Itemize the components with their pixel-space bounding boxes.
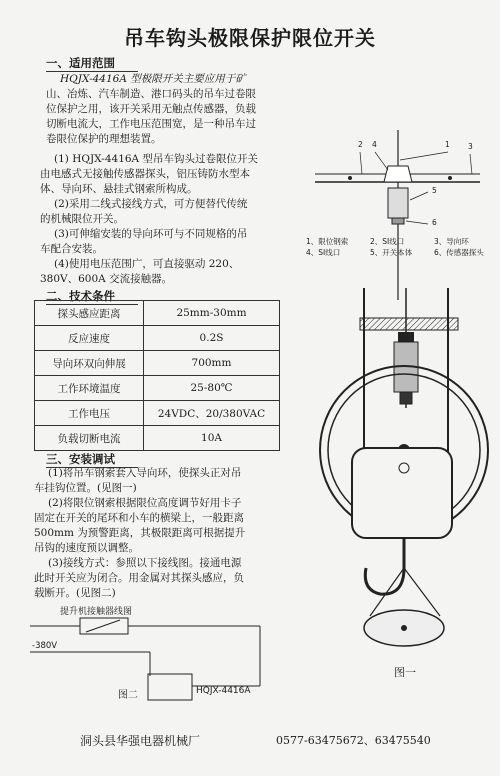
footer-phone: 0577-63475672、63475540 (276, 734, 431, 747)
table-row (35, 351, 280, 376)
install-line: 固定在开关的尾环和小车的横梁上，一般距离 (34, 512, 244, 524)
intro-paragraph (46, 72, 282, 147)
callout-5: 5 (432, 186, 437, 195)
scope-line: 由电感式无接触传感器探头，铝压铸防水型本 (40, 168, 250, 180)
spec-param: 反应速度 (35, 326, 144, 351)
install-line: (2)将限位钢索根据限位高度调节好用卡子 (48, 497, 242, 509)
footer-company: 洞头县华强电器机械厂 (80, 734, 201, 748)
spec-value: 25-80℃ (144, 376, 280, 401)
voltage-label: -380V (32, 641, 58, 651)
scope-line: 车配合安装。 (40, 243, 103, 255)
figure2-title: 提升机接触器线图 (60, 607, 133, 617)
legend-item: 6、传感器探头 (434, 248, 484, 257)
scope-line: 体、导向环、悬挂式钢索所构成。 (40, 183, 198, 195)
figure2-caption: 图二 (118, 690, 138, 701)
section-heading-install: 三、安装调试 (46, 451, 138, 468)
spec-value: 700mm (144, 351, 280, 376)
scope-line: (4)使用电压范围广，可直接驱动 220、 (54, 258, 240, 270)
callout-3: 3 (468, 142, 473, 151)
spec-table (34, 300, 280, 451)
intro-line: 山、冶炼、汽车制造、港口码头的吊车过卷限 (46, 88, 256, 100)
scope-line: 380V、600A 交流接触器。 (40, 273, 173, 285)
spec-param: 探头感应距离 (35, 301, 144, 326)
spec-value: 24VDC、20/380VAC (144, 401, 280, 426)
intro-line: 切断电流大，工作电压范围宽，是一种吊车过 (46, 118, 256, 130)
scope-line: (3)可伸缩安装的导向环可与不同规格的吊 (54, 228, 248, 240)
install-line: (1)将吊车钢索套入导向环，使探头正对吊 (48, 467, 242, 479)
spec-value: 25mm-30mm (144, 301, 280, 326)
legend-item: 5、开关本体 (370, 248, 413, 257)
spec-param: 负载切断电流 (35, 426, 144, 451)
spec-value: 10A (144, 426, 280, 451)
figure1-caption: 图一 (394, 666, 416, 679)
install-line: 吊钩的速度预以调整。 (34, 542, 139, 554)
legend-item: 2、SI线口 (370, 237, 405, 246)
section-heading-specs: 二、技术条件 (46, 288, 138, 305)
intro-line: 位保护之用，该开关采用无触点传感器，负载 (46, 103, 256, 115)
install-line: (3)接线方式：参照以下接线图。接通电源 (48, 557, 242, 569)
scope-line: (1) HQJX-4416A 型吊车钩头过卷限位开关 (54, 153, 258, 165)
install-line: 500mm 为预警距离，其极限距离可根据提升 (34, 527, 246, 539)
table-row (35, 301, 280, 326)
intro-line: HQJX-4416A 型极限开关主要应用于矿 (60, 73, 246, 85)
callout-4: 4 (372, 140, 377, 149)
hook-diagram (300, 268, 500, 688)
section-heading-scope: 一、适用范围 (46, 55, 138, 72)
spec-param: 工作电压 (35, 401, 144, 426)
callout-1: 1 (445, 140, 450, 149)
intro-line: 卷限位保护的理想装置。 (46, 133, 162, 145)
scope-line: 的机械限位开关。 (40, 213, 124, 225)
install-line: 此时开关应为闭合。用金属对其探头感应，负 (34, 572, 244, 584)
legend-item: 3、导向环 (434, 237, 469, 246)
table-row (35, 326, 280, 351)
page-title: 吊车钩头极限保护限位开关 (124, 26, 376, 50)
scope-line: (2)采用二线式接线方式，可方便替代传统 (54, 198, 248, 210)
spec-value: 0.2S (144, 326, 280, 351)
model-label: HQJX-4416A (196, 686, 251, 696)
legend-item: 4、SI线口 (306, 248, 341, 257)
callout-2: 2 (358, 140, 363, 149)
install-line: 车挂钩位置。(见图一) (34, 482, 137, 494)
schematic-legend (306, 236, 496, 258)
install-line: 载断开。(见图二) (34, 587, 116, 599)
callout-6: 6 (432, 218, 437, 227)
table-row (35, 376, 280, 401)
table-row (35, 426, 280, 451)
spec-param: 导向环双向伸展 (35, 351, 144, 376)
scope-items (40, 152, 272, 287)
spec-param: 工作环境温度 (35, 376, 144, 401)
install-steps (34, 466, 278, 601)
legend-item: 1、限位钢索 (306, 237, 349, 246)
table-row (35, 401, 280, 426)
